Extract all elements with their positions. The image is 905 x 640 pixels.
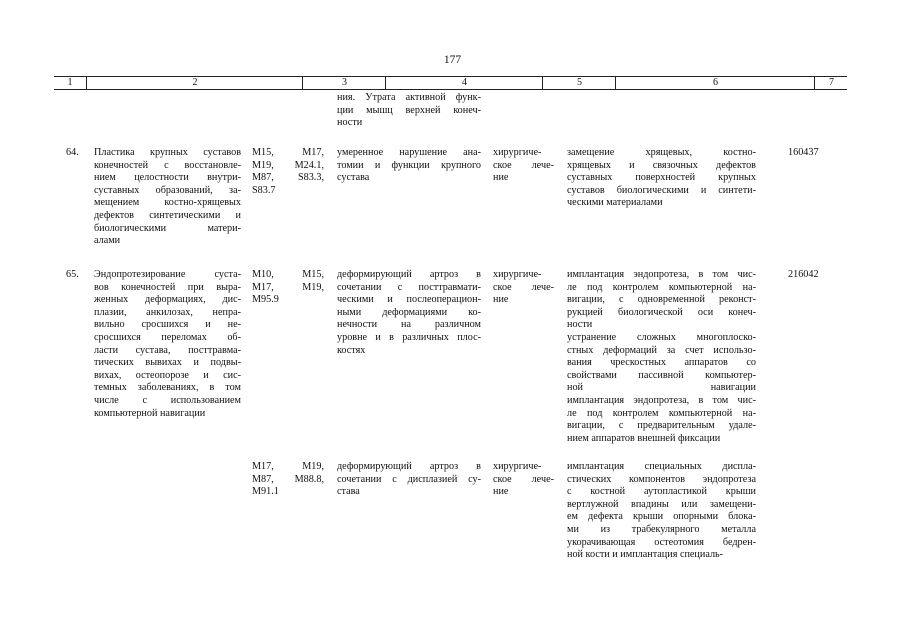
text-line: ности: [567, 319, 593, 331]
diagnosis-code: M24.1,: [294, 159, 324, 171]
text-line: сустава: [337, 172, 370, 184]
diagnosis-code: M10,: [252, 269, 274, 280]
row-64-model: [337, 147, 481, 185]
row-65-codes-b: [252, 461, 324, 499]
text-line: стных деформаций за счет использо-: [567, 344, 756, 356]
text-line: ское лече-: [493, 159, 554, 171]
text-line: ции мышц верхней конеч-: [337, 104, 481, 116]
text-line: суставных поверхностей крупных: [567, 172, 756, 184]
text-line: ние: [493, 486, 509, 498]
text-line: компьютерной навигации: [94, 407, 206, 419]
text-line: суставов биологическими и синтети-: [567, 184, 756, 196]
row-65-cost: 216042: [788, 269, 819, 280]
text-line: имплантация эндопротеза, в том чис-: [567, 269, 756, 280]
text-line: ле под контролем компьютерной на-: [567, 407, 756, 419]
column-header-2: 2: [86, 77, 303, 89]
text-line: деформирующий артроз в: [337, 461, 481, 472]
code-line: [252, 160, 324, 173]
text-line: уровне и в различных плос-: [337, 331, 481, 343]
text-line: хирургиче-: [493, 147, 542, 158]
code-line: [252, 269, 324, 282]
text-line: мещением костно-хрящевых: [94, 197, 241, 209]
column-header-4: 4: [385, 77, 543, 89]
text-line: вигации, с предварительным удале-: [567, 420, 756, 432]
code-line: [252, 474, 324, 487]
row-64-codes: [252, 147, 324, 197]
text-line: имплантация эндопротеза, в том чис-: [567, 394, 756, 406]
text-line: тических вывихах и подвы-: [94, 357, 241, 369]
diagnosis-code: M87,: [252, 473, 274, 485]
diagnosis-code: M17,: [252, 281, 274, 293]
diagnosis-code: M19,: [302, 461, 324, 472]
row-64-method: [567, 147, 756, 210]
text-line: нием целостности внутри-: [94, 172, 241, 184]
text-line: ле под контролем компьютерной на-: [567, 281, 756, 293]
text-line: биологическими матери-: [94, 222, 241, 234]
text-line: нечности на различном: [337, 319, 481, 331]
text-line: алами: [94, 235, 121, 247]
row-65-model-a: [337, 269, 481, 357]
diagnosis-code: M19,: [252, 159, 274, 171]
text-line: деформирующий артроз в: [337, 269, 481, 280]
text-line: ческими материалами: [567, 197, 663, 209]
text-line: вигации, с одновременной реконст-: [567, 294, 756, 306]
column-header-1: 1: [67, 77, 73, 88]
text-line: с костной аутопластикой крыши: [567, 486, 756, 498]
diagnosis-code: M19,: [302, 281, 324, 293]
text-line: суставных образований, за-: [94, 184, 241, 196]
table-header: [54, 76, 847, 90]
text-line: Эндопротезирование суста-: [94, 269, 241, 280]
text-line: вов конечностей при выра-: [94, 281, 241, 293]
text-line: сросшихся переломах об-: [94, 331, 241, 343]
text-line: сочетании с дисплазией су-: [337, 473, 481, 485]
text-line: ческими и послеоперацион-: [337, 294, 481, 306]
text-line: ния. Утрата активной функ-: [337, 92, 481, 103]
text-line: вертлужной впадины или замещени-: [567, 498, 756, 510]
text-line: стических компонентов эндопротеза: [567, 473, 756, 485]
text-line: Пластика крупных суставов: [94, 147, 241, 158]
diagnosis-code: M95.9: [252, 294, 279, 306]
continuation-text: [337, 92, 481, 130]
text-line: рукцией биологической оси конеч-: [567, 306, 756, 318]
text-line: имплантация специальных диспла-: [567, 461, 756, 472]
row-65-treatment-b: [493, 461, 554, 499]
row-64-cost: 160437: [788, 147, 819, 158]
row-65-model-b: [337, 461, 481, 499]
diagnosis-code: M87,: [252, 172, 274, 184]
text-line: женных деформациях, дис-: [94, 294, 241, 306]
row-65-name: [94, 269, 241, 420]
text-line: конечностей с восстановле-: [94, 159, 241, 171]
text-line: ние: [493, 172, 509, 184]
code-line: [252, 147, 324, 160]
diagnosis-code: M17,: [302, 147, 324, 158]
code-line: [252, 461, 324, 474]
text-line: костях: [337, 344, 366, 356]
text-line: вильно сросшихся и не-: [94, 319, 241, 331]
text-line: устранение сложных многоплоско-: [567, 331, 756, 343]
row-64-name: [94, 147, 241, 248]
text-line: плазии, анкилозах, непра-: [94, 306, 241, 318]
text-line: свойствами пассивной компьютер-: [567, 369, 756, 381]
text-line: ласти сустава, посттравма-: [94, 344, 241, 356]
row-65-method-a: [567, 269, 756, 445]
text-line: ности: [337, 117, 363, 129]
text-line: сочетании с посттравмати-: [337, 281, 481, 293]
code-line: [252, 294, 324, 307]
text-line: ной навигации: [567, 382, 756, 394]
text-line: хирургиче-: [493, 461, 542, 472]
row-64-treatment: [493, 147, 554, 185]
column-header-3: 3: [302, 77, 386, 89]
diagnosis-code: S83.3,: [297, 172, 324, 184]
text-line: хрящевых и связочных дефектов: [567, 159, 756, 171]
text-line: вания чрескостных аппаратов со: [567, 357, 756, 369]
column-header-5: 5: [542, 77, 616, 89]
text-line: ское лече-: [493, 281, 554, 293]
row-65-treatment-a: [493, 269, 554, 307]
text-line: дефектов синтетическими и: [94, 209, 241, 221]
text-line: укорачивающая остеотомия бедрен-: [567, 536, 756, 548]
text-line: замещение хрящевых, костно-: [567, 147, 756, 158]
diagnosis-code: S83.7: [252, 184, 276, 196]
text-line: хирургиче-: [493, 269, 542, 280]
code-line: [252, 282, 324, 295]
text-line: ем дефекта крыши опорными блока-: [567, 511, 756, 523]
text-line: нием аппаратов внешней фиксации: [567, 432, 721, 444]
column-header-7: 7: [814, 77, 848, 89]
code-line: [252, 172, 324, 185]
text-line: ными деформациями ко-: [337, 306, 481, 318]
text-line: умеренное нарушение ана-: [337, 147, 481, 158]
text-line: числе с использованием: [94, 394, 241, 406]
code-line: [252, 185, 324, 198]
text-line: ми из трабекулярного металла: [567, 523, 756, 535]
page-number: 177: [443, 54, 462, 66]
diagnosis-code: M91.1: [252, 486, 279, 498]
text-line: ние: [493, 294, 509, 306]
text-line: томии и функции крупного: [337, 159, 481, 171]
row-64-number: 64.: [66, 147, 79, 158]
row-65-method-b: [567, 461, 756, 562]
diagnosis-code: M15,: [302, 269, 324, 280]
text-line: ское лече-: [493, 473, 554, 485]
text-line: вихах, остеопорозе и сис-: [94, 369, 241, 381]
column-header-6: 6: [615, 77, 815, 89]
diagnosis-code: M15,: [252, 147, 274, 158]
row-65-number: 65.: [66, 269, 79, 280]
code-line: [252, 486, 324, 499]
text-line: става: [337, 486, 360, 498]
text-line: темных заболеваниях, в том: [94, 382, 241, 394]
row-65-codes-a: [252, 269, 324, 307]
diagnosis-code: M88.8,: [294, 473, 324, 485]
text-line: ной кости и имплантация специаль-: [567, 549, 724, 561]
diagnosis-code: M17,: [252, 461, 274, 472]
